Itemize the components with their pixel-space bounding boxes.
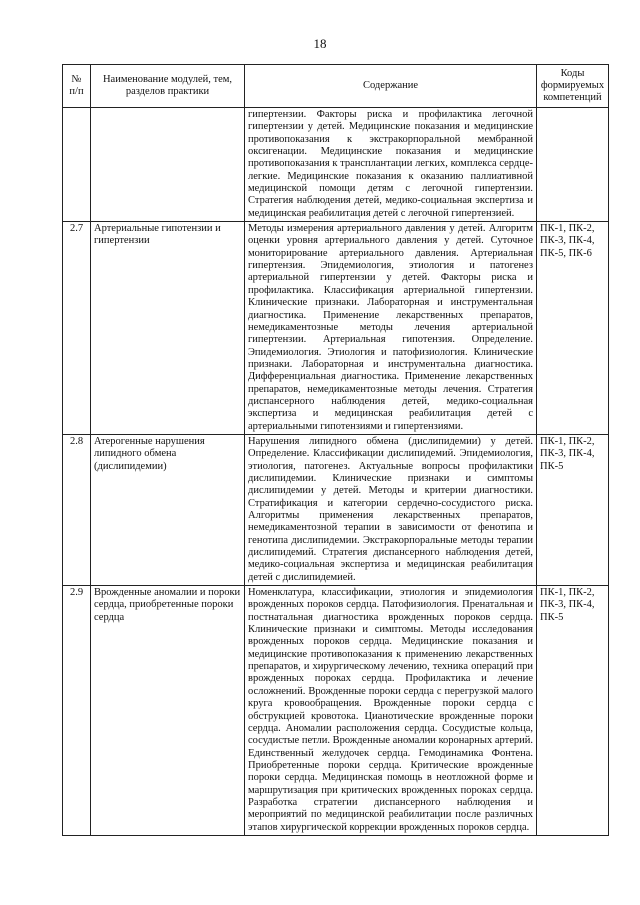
row-number: 2.8: [63, 434, 91, 585]
row-module: Артериальные гипотензии и гипертензии: [91, 222, 245, 435]
row-content: Методы измерения артериального давления у детей. Алгоритм оценки уровня артериального давления у детей. Суточное мониторирование артериального давления. Артериальная гипертензия. Эпидемиология, этиология и патогенез артериальной гипертензии у детей. Факторы риска и профилактика. Классификация артериальной гипертензии. Клинические признаки. Лабораторная и инструментальная диагностика. Применение лекарственных препаратов, немедикаментозные методы лечения артериальной гипертензии. Артериальная гипотензия. Определение. Эпидемиология. Этиология и патофизиология. Клинические признаки. Лабораторная и инструментальна диагностика. Дифференциальная диагностика. Применение лекарственных препаратов, немедикаментозные методы лечения. Стратегия диспансерного наблюдения детей, медико-социальная экспертиза и медицинская реабилитация детей с артериальными гипотензиями и гипертензиями.: [245, 222, 537, 435]
table-row: [63, 586, 609, 836]
row-codes: ПК-1, ПК-2, ПК-3, ПК-4, ПК-5: [537, 434, 609, 585]
table-row: [63, 108, 609, 222]
curriculum-table: [62, 64, 609, 836]
row-module: [91, 108, 245, 222]
header-num: № п/п: [63, 65, 91, 108]
row-codes: ПК-1, ПК-2, ПК-3, ПК-4, ПК-5, ПК-6: [537, 222, 609, 435]
row-codes: [537, 108, 609, 222]
row-module: Атерогенные нарушения липидного обмена (дислипидемии): [91, 434, 245, 585]
table-header-row: [63, 65, 609, 108]
page-number: 18: [313, 36, 327, 51]
row-number: 2.9: [63, 586, 91, 836]
row-content: Нарушения липидного обмена (дислипидемии) у детей. Определение. Классификации дислипидемий. Эпидемиология, этиология, патогенез. Актуальные вопросы профилактики дислипидемии. Клинические признаки и симптомы дислипидемии у детей. Методы и критерии диагностики. Стратификация и категории сердечно-сосудистого риска. Алгоритмы применения лекарственных препаратов, немедикаментозной терапии в зависимости от фенотипа и генотипа дислипидемии. Экстракорпоральные методы терапии дислипидемий. Стратегия диспансерного наблюдения детей, медико-социальная экспертиза и медицинская реабилитация детей с дислипидемией.: [245, 434, 537, 585]
row-content: Номенклатура, классификации, этиология и эпидемиология врожденных пороков сердца. Патофизиология. Пренатальная и постнатальная диагностика врожденных пороков сердца. Клинические признаки и симптомы. Методы исследования врожденных пороков сердца. Медицинские показания и медицинские противопоказания к применению лекарственных препаратов, и хирургическому лечению, техника операций при врожденных пороках сердца. Профилактика и лечение осложнений. Врожденные пороки сердца с перегрузкой малого круга кровообращения. Врожденные пороки сердца с обструкцией кровотока. Цианотические врожденные пороки сердца. Аномалии расположения сердца. Сосудистые кольца, сосудистые петли. Врожденные аномалии коронарных артерий. Единственный желудочек сердца. Гемодинамика Фонтена. Приобретенные пороки сердца. Критические врожденные пороки сердца. Медицинская помощь в неотложной форме и маршрутизация при критических врожденных пороках сердца. Разработка стратегии диспансерного наблюдения и мероприятий по медицинской реабилитации после различных этапов хирургической коррекции врожденных пороков сердца.: [245, 586, 537, 836]
table-row: [63, 434, 609, 585]
row-codes: ПК-1, ПК-2, ПК-3, ПК-4, ПК-5: [537, 586, 609, 836]
header-module: Наименование модулей, тем, разделов практики: [91, 65, 245, 108]
row-number: 2.7: [63, 222, 91, 435]
row-content: гипертензии. Факторы риска и профилактика легочной гипертензии у детей. Медицинские показания и медицинские противопоказания к экстракорпоральной мембранной оксигенации. Медицинские показания и медицинские противопоказания к трансплантации легких, комплекса сердце-легкие. Медицинские показания к оказанию паллиативной медицинской помощи детям с легочной гипертензии. Стратегия наблюдения детей, медико-социальная экспертиза и медицинская реабилитация детей с легочной гипертензией.: [245, 108, 537, 222]
row-module: Врожденные аномалии и пороки сердца, приобретенные пороки сердца: [91, 586, 245, 836]
row-number: [63, 108, 91, 222]
table-row: [63, 222, 609, 435]
header-codes: Коды формируемых компетенций: [537, 65, 609, 108]
header-content: Содержание: [245, 65, 537, 108]
